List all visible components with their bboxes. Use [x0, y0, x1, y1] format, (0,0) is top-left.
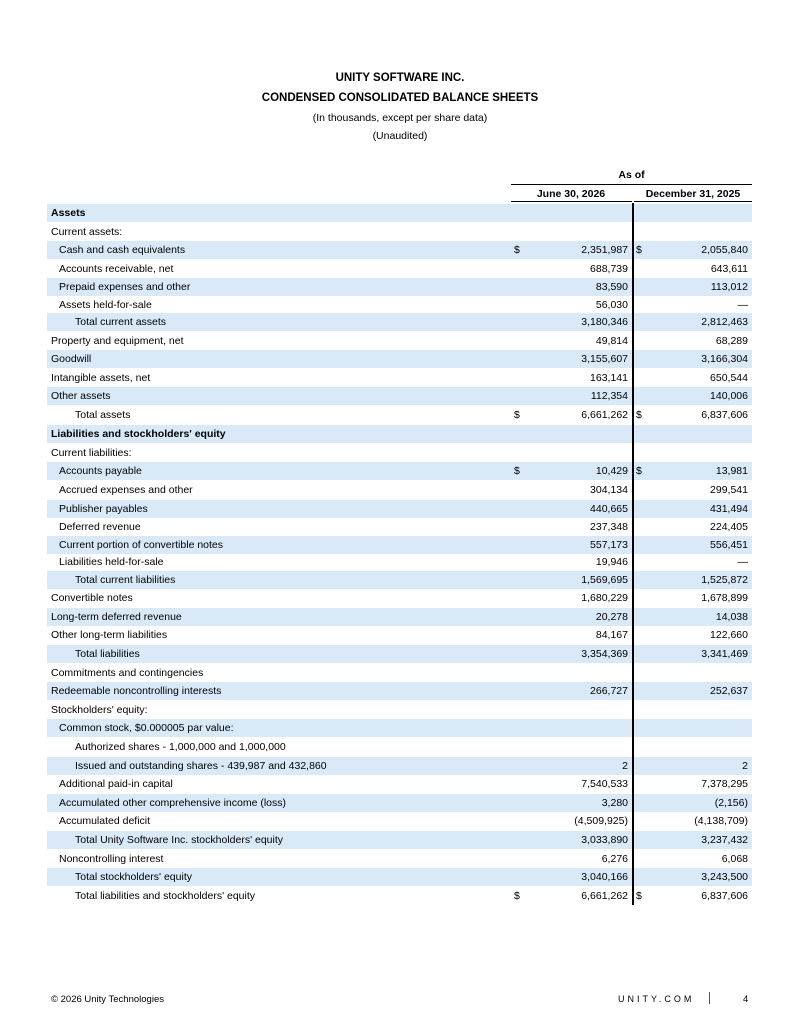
- value-june-2026: 3,155,607: [581, 353, 628, 365]
- value-june-2026: 163,141: [590, 372, 628, 384]
- table-row: [47, 757, 752, 775]
- currency-symbol: $: [514, 465, 520, 477]
- table-row: [47, 536, 752, 554]
- value-december-2025: 2,812,463: [701, 316, 748, 328]
- column-header-underline: [511, 201, 632, 202]
- value-june-2026: 3,180,346: [581, 316, 628, 328]
- table-row: [47, 682, 752, 700]
- value-december-2025: 7,378,295: [701, 778, 748, 790]
- table-row: [47, 350, 752, 368]
- currency-symbol: $: [514, 244, 520, 256]
- row-label: Liabilities and stockholders' equity: [51, 428, 226, 440]
- row-label: Additional paid-in capital: [59, 778, 173, 790]
- footer-separator: [709, 992, 710, 1004]
- row-label: Current assets:: [51, 226, 123, 238]
- table-row: [47, 589, 752, 607]
- value-june-2026: 6,661,262: [581, 890, 628, 902]
- value-june-2026: 7,540,533: [581, 778, 628, 790]
- value-december-2025: 122,660: [710, 629, 748, 641]
- row-label: Accrued expenses and other: [59, 484, 193, 496]
- value-december-2025: 252,637: [710, 685, 748, 697]
- value-june-2026: 1,680,229: [581, 592, 628, 604]
- table-row: [47, 645, 752, 663]
- value-december-2025: 6,068: [721, 853, 748, 865]
- value-december-2025: (4,138,709): [694, 815, 748, 827]
- currency-symbol: $: [636, 890, 642, 902]
- row-label: Intangible assets, net: [51, 372, 151, 384]
- value-december-2025: 299,541: [710, 484, 748, 496]
- row-label: Accumulated other comprehensive income (loss): [59, 797, 287, 809]
- currency-symbol: $: [514, 890, 520, 902]
- value-june-2026: 266,727: [590, 685, 628, 697]
- table-row: [47, 701, 752, 719]
- row-label: Total current assets: [75, 316, 167, 328]
- table-row: [47, 850, 752, 868]
- value-december-2025: 2,055,840: [701, 244, 748, 256]
- table-row: [47, 831, 752, 849]
- value-december-2025: 2: [742, 760, 748, 772]
- row-label: Accumulated deficit: [59, 815, 151, 827]
- column-divider: [632, 203, 634, 905]
- row-label: Assets held-for-sale: [59, 299, 152, 311]
- value-june-2026: 10,429: [595, 465, 628, 477]
- table-row: [47, 313, 752, 331]
- table-row: [47, 571, 752, 589]
- value-june-2026: 557,173: [590, 539, 628, 551]
- table-row: [47, 794, 752, 812]
- value-december-2025: 68,289: [715, 335, 748, 347]
- row-label: Other long-term liabilities: [51, 629, 168, 641]
- value-june-2026: 3,033,890: [581, 834, 628, 846]
- footer-site: UNITY.COM: [618, 994, 695, 1004]
- value-june-2026: 19,946: [595, 556, 628, 568]
- footer-copyright: © 2026 Unity Technologies: [51, 994, 164, 1005]
- table-row: [47, 462, 752, 480]
- row-label: Accounts receivable, net: [59, 263, 174, 275]
- row-label: Cash and cash equivalents: [59, 244, 186, 256]
- value-december-2025: 113,012: [710, 281, 748, 293]
- row-label: Deferred revenue: [59, 521, 141, 533]
- row-label: Goodwill: [51, 353, 92, 365]
- table-row: [47, 738, 752, 756]
- row-label: Current portion of convertible notes: [59, 539, 224, 551]
- row-label: Long-term deferred revenue: [51, 611, 182, 623]
- value-june-2026: (4,509,925): [574, 815, 628, 827]
- company-name: UNITY SOFTWARE INC.: [335, 72, 465, 84]
- value-december-2025: 643,611: [710, 263, 748, 275]
- unaudited-note: (Unaudited): [372, 130, 428, 142]
- row-label: Publisher payables: [59, 503, 148, 515]
- value-june-2026: 84,167: [595, 629, 628, 641]
- value-december-2025: 650,544: [710, 372, 748, 384]
- value-december-2025: (2,156): [714, 797, 748, 809]
- value-june-2026: 6,276: [601, 853, 628, 865]
- table-row: [47, 241, 752, 259]
- row-label: Accounts payable: [59, 465, 142, 477]
- table-row: [47, 369, 752, 387]
- as-of-header: As of: [618, 169, 645, 181]
- column-header-june-2026: June 30, 2026: [536, 188, 606, 200]
- currency-symbol: $: [636, 244, 642, 256]
- table-row: [47, 719, 752, 737]
- value-december-2025: 14,038: [715, 611, 748, 623]
- row-label: Issued and outstanding shares - 439,987 and 432,860: [75, 760, 327, 772]
- table-row: [47, 518, 752, 536]
- value-december-2025: 3,243,500: [701, 871, 748, 883]
- row-label: Commitments and contingencies: [51, 667, 204, 679]
- value-december-2025: 6,837,606: [701, 890, 748, 902]
- value-june-2026: 2,351,987: [581, 244, 628, 256]
- value-june-2026: 440,665: [590, 503, 628, 515]
- value-december-2025: 3,166,304: [701, 353, 748, 365]
- as-of-underline: [511, 184, 752, 185]
- value-june-2026: 237,348: [590, 521, 628, 533]
- table-row: [47, 481, 752, 499]
- row-label: Total Unity Software Inc. stockholders' equity: [75, 834, 284, 846]
- table-row: [47, 868, 752, 886]
- table-row: [47, 664, 752, 682]
- currency-symbol: $: [636, 409, 642, 421]
- value-june-2026: 49,814: [595, 335, 628, 347]
- row-label: Other assets: [51, 390, 111, 402]
- value-june-2026: 83,590: [595, 281, 628, 293]
- value-june-2026: 6,661,262: [581, 409, 628, 421]
- row-label: Total liabilities and stockholders' equity: [75, 890, 256, 902]
- value-june-2026: 3,280: [601, 797, 628, 809]
- column-header-december-2025: December 31, 2025: [645, 188, 741, 200]
- table-row: [47, 887, 752, 905]
- table-row: [47, 500, 752, 518]
- value-june-2026: 688,739: [590, 263, 628, 275]
- table-row: [47, 296, 752, 314]
- row-label: Common stock, $0.000005 par value:: [59, 722, 234, 734]
- row-label: Prepaid expenses and other: [59, 281, 191, 293]
- row-label: Convertible notes: [51, 592, 133, 604]
- row-label: Total liabilities: [75, 648, 140, 660]
- value-june-2026: 1,569,695: [581, 574, 628, 586]
- value-june-2026: 20,278: [595, 611, 628, 623]
- value-june-2026: 56,030: [595, 299, 628, 311]
- value-december-2025: 3,237,432: [701, 834, 748, 846]
- value-june-2026: 3,040,166: [581, 871, 628, 883]
- value-december-2025: —: [737, 299, 748, 311]
- table-row: [47, 406, 752, 424]
- table-row: [47, 608, 752, 626]
- table-row: [47, 444, 752, 462]
- table-row: [47, 278, 752, 296]
- row-label: Total current liabilities: [75, 574, 176, 586]
- value-december-2025: —: [737, 556, 748, 568]
- table-row: [47, 387, 752, 405]
- row-label: Property and equipment, net: [51, 335, 184, 347]
- value-june-2026: 304,134: [590, 484, 628, 496]
- row-label: Current liabilities:: [51, 447, 132, 459]
- table-row: [47, 553, 752, 571]
- table-row: [47, 425, 752, 443]
- table-row: [47, 260, 752, 278]
- page-number: 4: [743, 994, 749, 1005]
- table-row: [47, 332, 752, 350]
- value-december-2025: 3,341,469: [701, 648, 748, 660]
- value-december-2025: 6,837,606: [701, 409, 748, 421]
- value-december-2025: 1,678,899: [701, 592, 748, 604]
- value-december-2025: 1,525,872: [701, 574, 748, 586]
- row-label: Assets: [51, 207, 86, 219]
- row-label: Authorized shares - 1,000,000 and 1,000,000: [75, 741, 286, 753]
- value-december-2025: 140,006: [710, 390, 748, 402]
- value-december-2025: 556,451: [710, 539, 748, 551]
- statement-subtitle: (In thousands, except per share data): [312, 112, 488, 124]
- statement-title: CONDENSED CONSOLIDATED BALANCE SHEETS: [261, 92, 539, 104]
- currency-symbol: $: [636, 465, 642, 477]
- value-june-2026: 3,354,369: [581, 648, 628, 660]
- table-row: [47, 775, 752, 793]
- table-row: [47, 204, 752, 222]
- table-row: [47, 223, 752, 241]
- row-label: Noncontrolling interest: [59, 853, 164, 865]
- table-row: [47, 812, 752, 830]
- row-label: Redeemable noncontrolling interests: [51, 685, 222, 697]
- value-june-2026: 112,354: [590, 390, 628, 402]
- currency-symbol: $: [514, 409, 520, 421]
- row-label: Liabilities held-for-sale: [59, 556, 164, 568]
- row-label: Total assets: [75, 409, 131, 421]
- value-june-2026: 2: [622, 760, 628, 772]
- value-december-2025: 13,981: [715, 465, 748, 477]
- row-label: Stockholders' equity:: [51, 704, 148, 716]
- table-row: [47, 626, 752, 644]
- row-label: Total stockholders' equity: [75, 871, 192, 883]
- value-december-2025: 224,405: [710, 521, 748, 533]
- column-header-underline: [634, 201, 752, 202]
- value-december-2025: 431,494: [710, 503, 748, 515]
